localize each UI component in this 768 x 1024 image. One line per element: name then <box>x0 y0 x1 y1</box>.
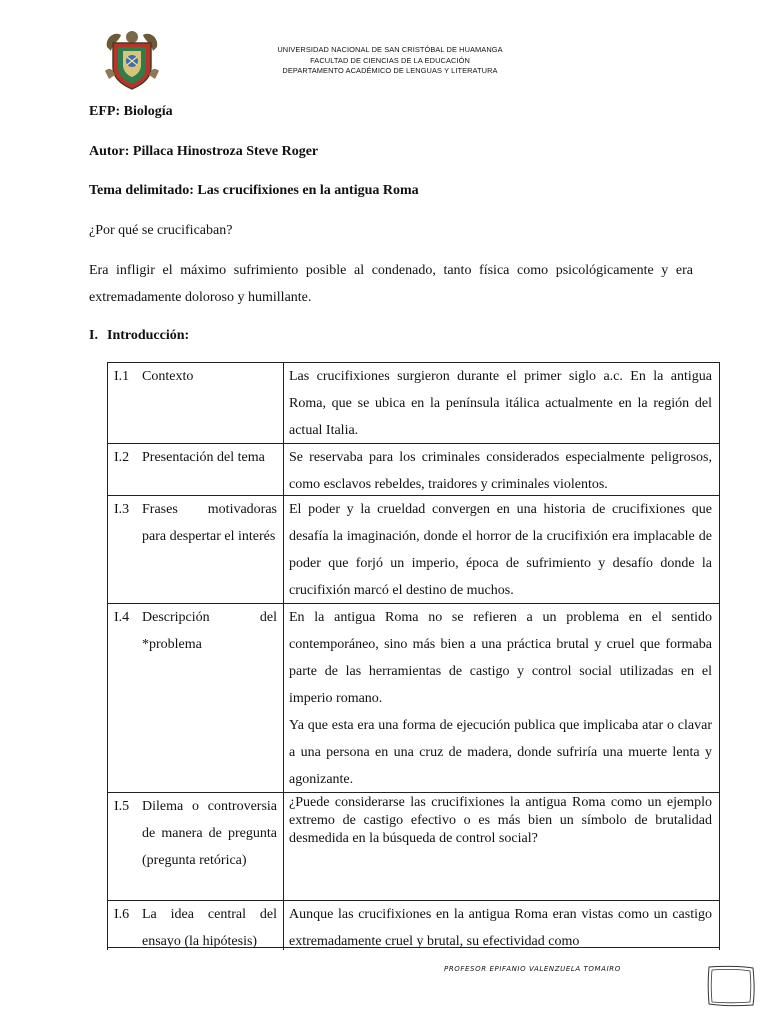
professor-footer: PROFESOR EPIFANIO VALENZUELA TOMAIRO <box>444 965 621 973</box>
header-department: DEPARTAMENTO ACADÉMICO DE LENGUAS Y LITERATURA <box>282 66 498 75</box>
table-row <box>108 793 719 901</box>
row-label: La idea central del ensayo (la hipótesis) <box>142 907 277 949</box>
row-label: Descripción del *problema <box>142 610 277 652</box>
row-content-paragraph: El poder y la crueldad convergen en una historia de crucifixiones que desafía la imaginación, donde el horror de la crucifixión era implacable de poder que forjó un imperio, época de sufrimiento y desafío donde la crucifixión marcó el destino de muchos. <box>289 502 712 598</box>
row-number: I.3 <box>114 502 130 517</box>
table-row <box>108 444 719 496</box>
row-content-paragraph: En la antigua Roma no se refieren a un problema en el sentido contemporáneo, sino más bien a una práctica brutal y cruel que formaba parte de las herramientas de castigo y control social utilizadas en el imperio romano. <box>289 610 712 706</box>
author-line: Autor: Pillaca Hinostroza Steve Roger <box>89 144 319 159</box>
table-row <box>108 363 719 444</box>
section-title: Introducción: <box>107 328 190 343</box>
institution-header <box>240 45 540 77</box>
signature-frame-icon <box>705 964 757 1008</box>
row-content <box>289 901 712 950</box>
row-number: I.5 <box>114 799 130 814</box>
row-content-paragraph: Ya que esta era una forma de ejecución publica que implicaba atar o clavar a una persona en una cruz de madera, donde sufriría una muerte lenta y agonizante. <box>289 718 712 787</box>
row-label: Frases motivadoras para despertar el interés <box>142 502 277 544</box>
table-row <box>108 901 719 950</box>
row-content <box>289 444 712 498</box>
table-row <box>108 604 719 793</box>
university-crest-logo <box>103 27 161 91</box>
header-faculty: FACULTAD DE CIENCIAS DE LA EDUCACIÓN <box>310 55 470 65</box>
section-heading <box>89 328 189 344</box>
header-university: UNIVERSIDAD NACIONAL DE SAN CRISTÓBAL DE HUAMANGA <box>277 45 503 54</box>
row-content-paragraph: ¿Puede considerarse las crucifixiones la antigua Roma como un ejemplo extremo de castigo efectivo o es más bien un símbolo de brutalidad desmedida en la búsqueda de control social? <box>289 795 712 846</box>
table-bottom-border <box>107 947 720 948</box>
introduction-table <box>107 362 720 950</box>
row-content-paragraph: Las crucifixiones surgieron durante el primer siglo a.c. En la antigua Roma, que se ubica en la península itálica actualmente en la región del actual Italia. <box>289 369 712 438</box>
table-row <box>108 496 719 604</box>
row-content-paragraph: Aunque las crucifixiones en la antigua Roma eran vistas como un castigo extremadamente cruel y brutal, su efectividad como <box>289 907 712 949</box>
section-number: I. <box>89 328 98 343</box>
row-label: Presentación del tema <box>142 450 265 465</box>
row-number: I.6 <box>114 907 130 922</box>
row-label: Dilema o controversia de manera de pregunta (pregunta retórica) <box>142 799 277 868</box>
row-label: Contexto <box>142 369 194 384</box>
efp-line: EFP: Biología <box>89 104 173 119</box>
row-number: I.2 <box>114 450 130 465</box>
answer-paragraph: Era infligir el máximo sufrimiento posible al condenado, tanto física como psicológicamente y era extremadamente doloroso y humillante. <box>89 263 693 305</box>
row-content-paragraph: Se reservaba para los criminales considerados especialmente peligrosos, como esclavos rebeldes, traidores y criminales violentos. <box>289 450 712 492</box>
row-content <box>289 363 712 444</box>
row-content <box>289 604 712 793</box>
row-number: I.1 <box>114 369 130 384</box>
topic-line: Tema delimitado: Las crucifixiones en la antigua Roma <box>89 183 419 198</box>
row-content <box>289 496 712 604</box>
row-number: I.4 <box>114 610 130 625</box>
question-line: ¿Por qué se crucificaban? <box>89 223 233 238</box>
row-content <box>289 794 712 848</box>
